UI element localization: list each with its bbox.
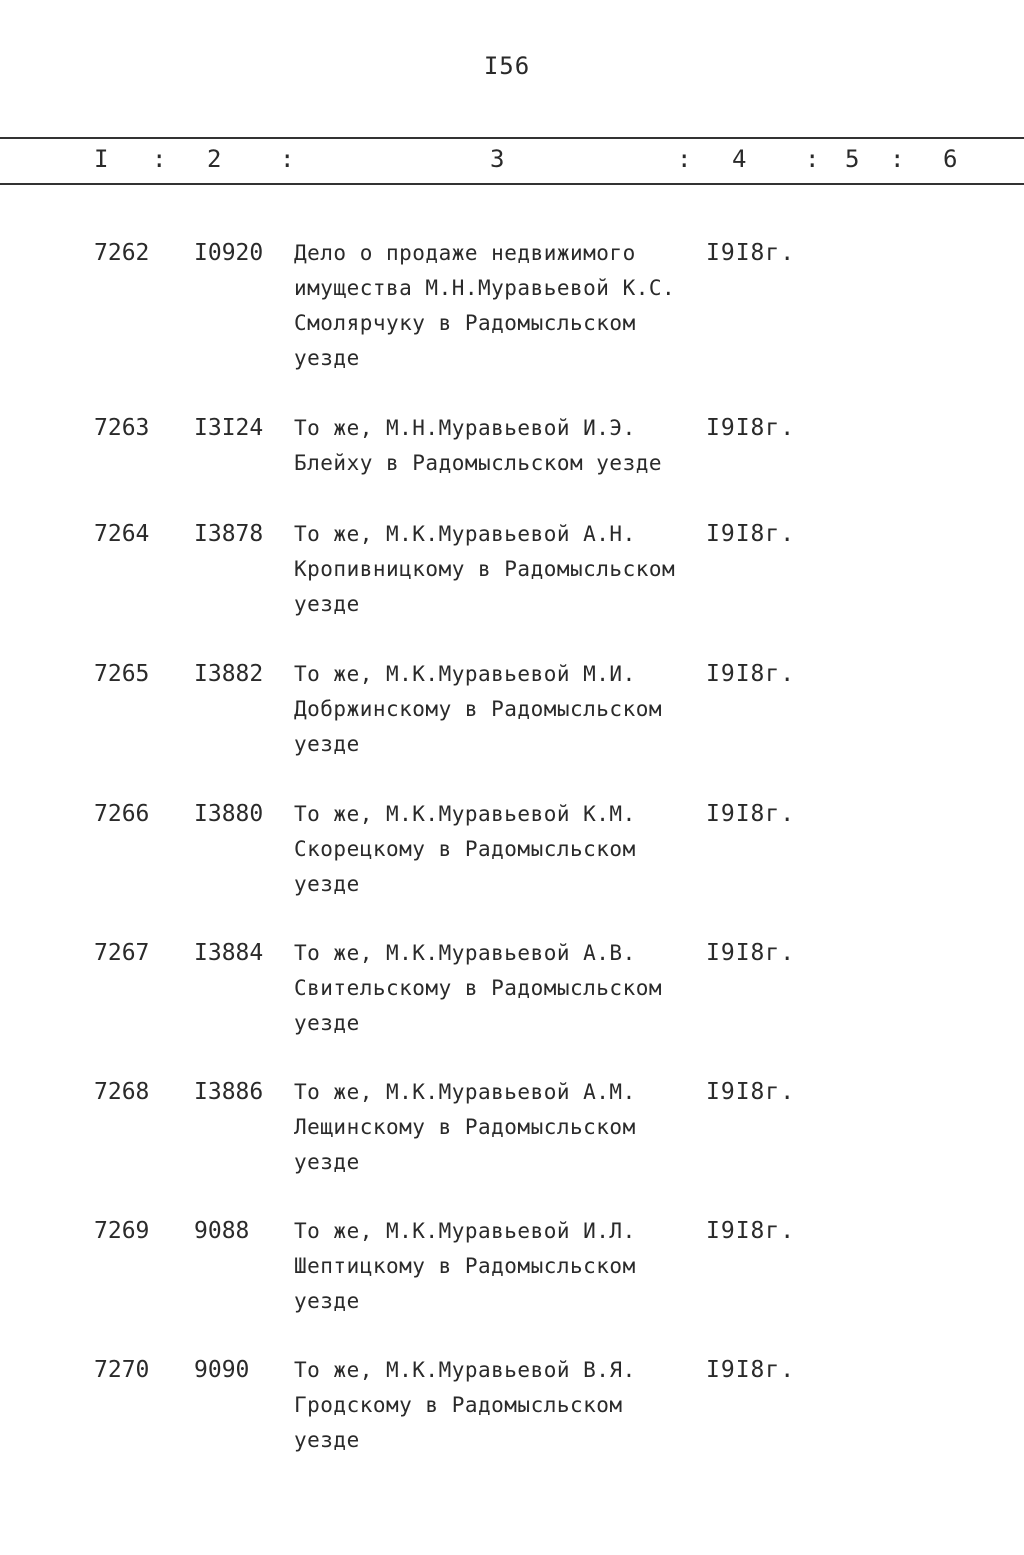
description-line: Кропивницкому в Радомысльском (294, 557, 676, 581)
record-description (294, 797, 714, 902)
record-fund-number: I3I24 (194, 415, 264, 441)
column-header-3: 3 (490, 145, 505, 173)
record-fund-number: 9090 (194, 1357, 250, 1383)
record-description (294, 936, 714, 1041)
description-line: Блейху в Радомысльском уезде (294, 451, 663, 475)
record-year: I9I8г. (706, 1218, 796, 1244)
record-year: I9I8г. (706, 801, 796, 827)
record-year: I9I8г. (706, 521, 796, 547)
page-number: I56 (483, 52, 531, 80)
record-description (294, 236, 714, 376)
column-header-4: 4 (732, 145, 747, 173)
description-line: То же, М.К.Муравьевой А.М. (294, 1080, 636, 1104)
record-year: I9I8г. (706, 240, 796, 266)
description-line: То же, М.К.Муравьевой А.Н. (294, 522, 636, 546)
column-header-5: 5 (845, 145, 860, 173)
column-separator: : (890, 145, 905, 173)
record-fund-number: I3886 (194, 1079, 264, 1105)
record-year: I9I8г. (706, 1357, 796, 1383)
column-separator: : (280, 145, 295, 173)
record-year: I9I8г. (706, 1079, 796, 1105)
description-line: Дело о продаже недвижимого (294, 241, 636, 265)
description-line: уезде (294, 732, 360, 756)
record-fund-number: I0920 (194, 240, 264, 266)
description-line: То же, М.К.Муравьевой А.В. (294, 941, 636, 965)
description-line: уезде (294, 592, 360, 616)
record-year: I9I8г. (706, 940, 796, 966)
record-fund-number: I3884 (194, 940, 264, 966)
record-number: 7264 (94, 521, 150, 547)
record-number: 7263 (94, 415, 150, 441)
record-fund-number: I3880 (194, 801, 264, 827)
description-line: То же, М.К.Муравьевой И.Л. (294, 1219, 636, 1243)
description-line: уезде (294, 1011, 360, 1035)
description-line: То же, М.К.Муравьевой М.И. (294, 662, 636, 686)
record-description (294, 1353, 714, 1458)
description-line: уезде (294, 1428, 360, 1452)
column-header-2: 2 (207, 145, 222, 173)
record-year: I9I8г. (706, 661, 796, 687)
record-fund-number: 9088 (194, 1218, 250, 1244)
record-description (294, 1214, 714, 1319)
record-number: 7265 (94, 661, 150, 687)
description-line: уезде (294, 1150, 360, 1174)
record-number: 7269 (94, 1218, 150, 1244)
description-line: Свительскому в Радомысльском (294, 976, 663, 1000)
description-line: уезде (294, 1289, 360, 1313)
column-separator: : (805, 145, 820, 173)
record-fund-number: I3878 (194, 521, 264, 547)
record-number: 7270 (94, 1357, 150, 1383)
description-line: Добржинскому в Радомысльском (294, 697, 663, 721)
description-line: уезде (294, 346, 360, 370)
record-year: I9I8г. (706, 415, 796, 441)
column-separator: : (152, 145, 167, 173)
description-line: Скорецкому в Радомысльском (294, 837, 636, 861)
record-description (294, 1075, 714, 1180)
description-line: имущества М.Н.Муравьевой К.С. (294, 276, 676, 300)
description-line: Смолярчуку в Радомысльском (294, 311, 636, 335)
record-number: 7262 (94, 240, 150, 266)
description-line: уезде (294, 872, 360, 896)
record-description (294, 411, 714, 481)
record-description (294, 517, 714, 622)
description-line: То же, М.Н.Муравьевой И.Э. (294, 416, 636, 440)
description-line: Гродскому в Радомысльском (294, 1393, 623, 1417)
column-header-6: 6 (943, 145, 958, 173)
description-line: То же, М.К.Муравьевой К.М. (294, 802, 636, 826)
record-number: 7267 (94, 940, 150, 966)
record-description (294, 657, 714, 762)
column-header-1: I (94, 145, 109, 173)
record-fund-number: I3882 (194, 661, 264, 687)
description-line: Лещинскому в Радомысльском (294, 1115, 636, 1139)
record-number: 7266 (94, 801, 150, 827)
description-line: Шептицкому в Радомысльском (294, 1254, 636, 1278)
column-separator: : (677, 145, 692, 173)
description-line: То же, М.К.Муравьевой В.Я. (294, 1358, 636, 1382)
record-number: 7268 (94, 1079, 150, 1105)
